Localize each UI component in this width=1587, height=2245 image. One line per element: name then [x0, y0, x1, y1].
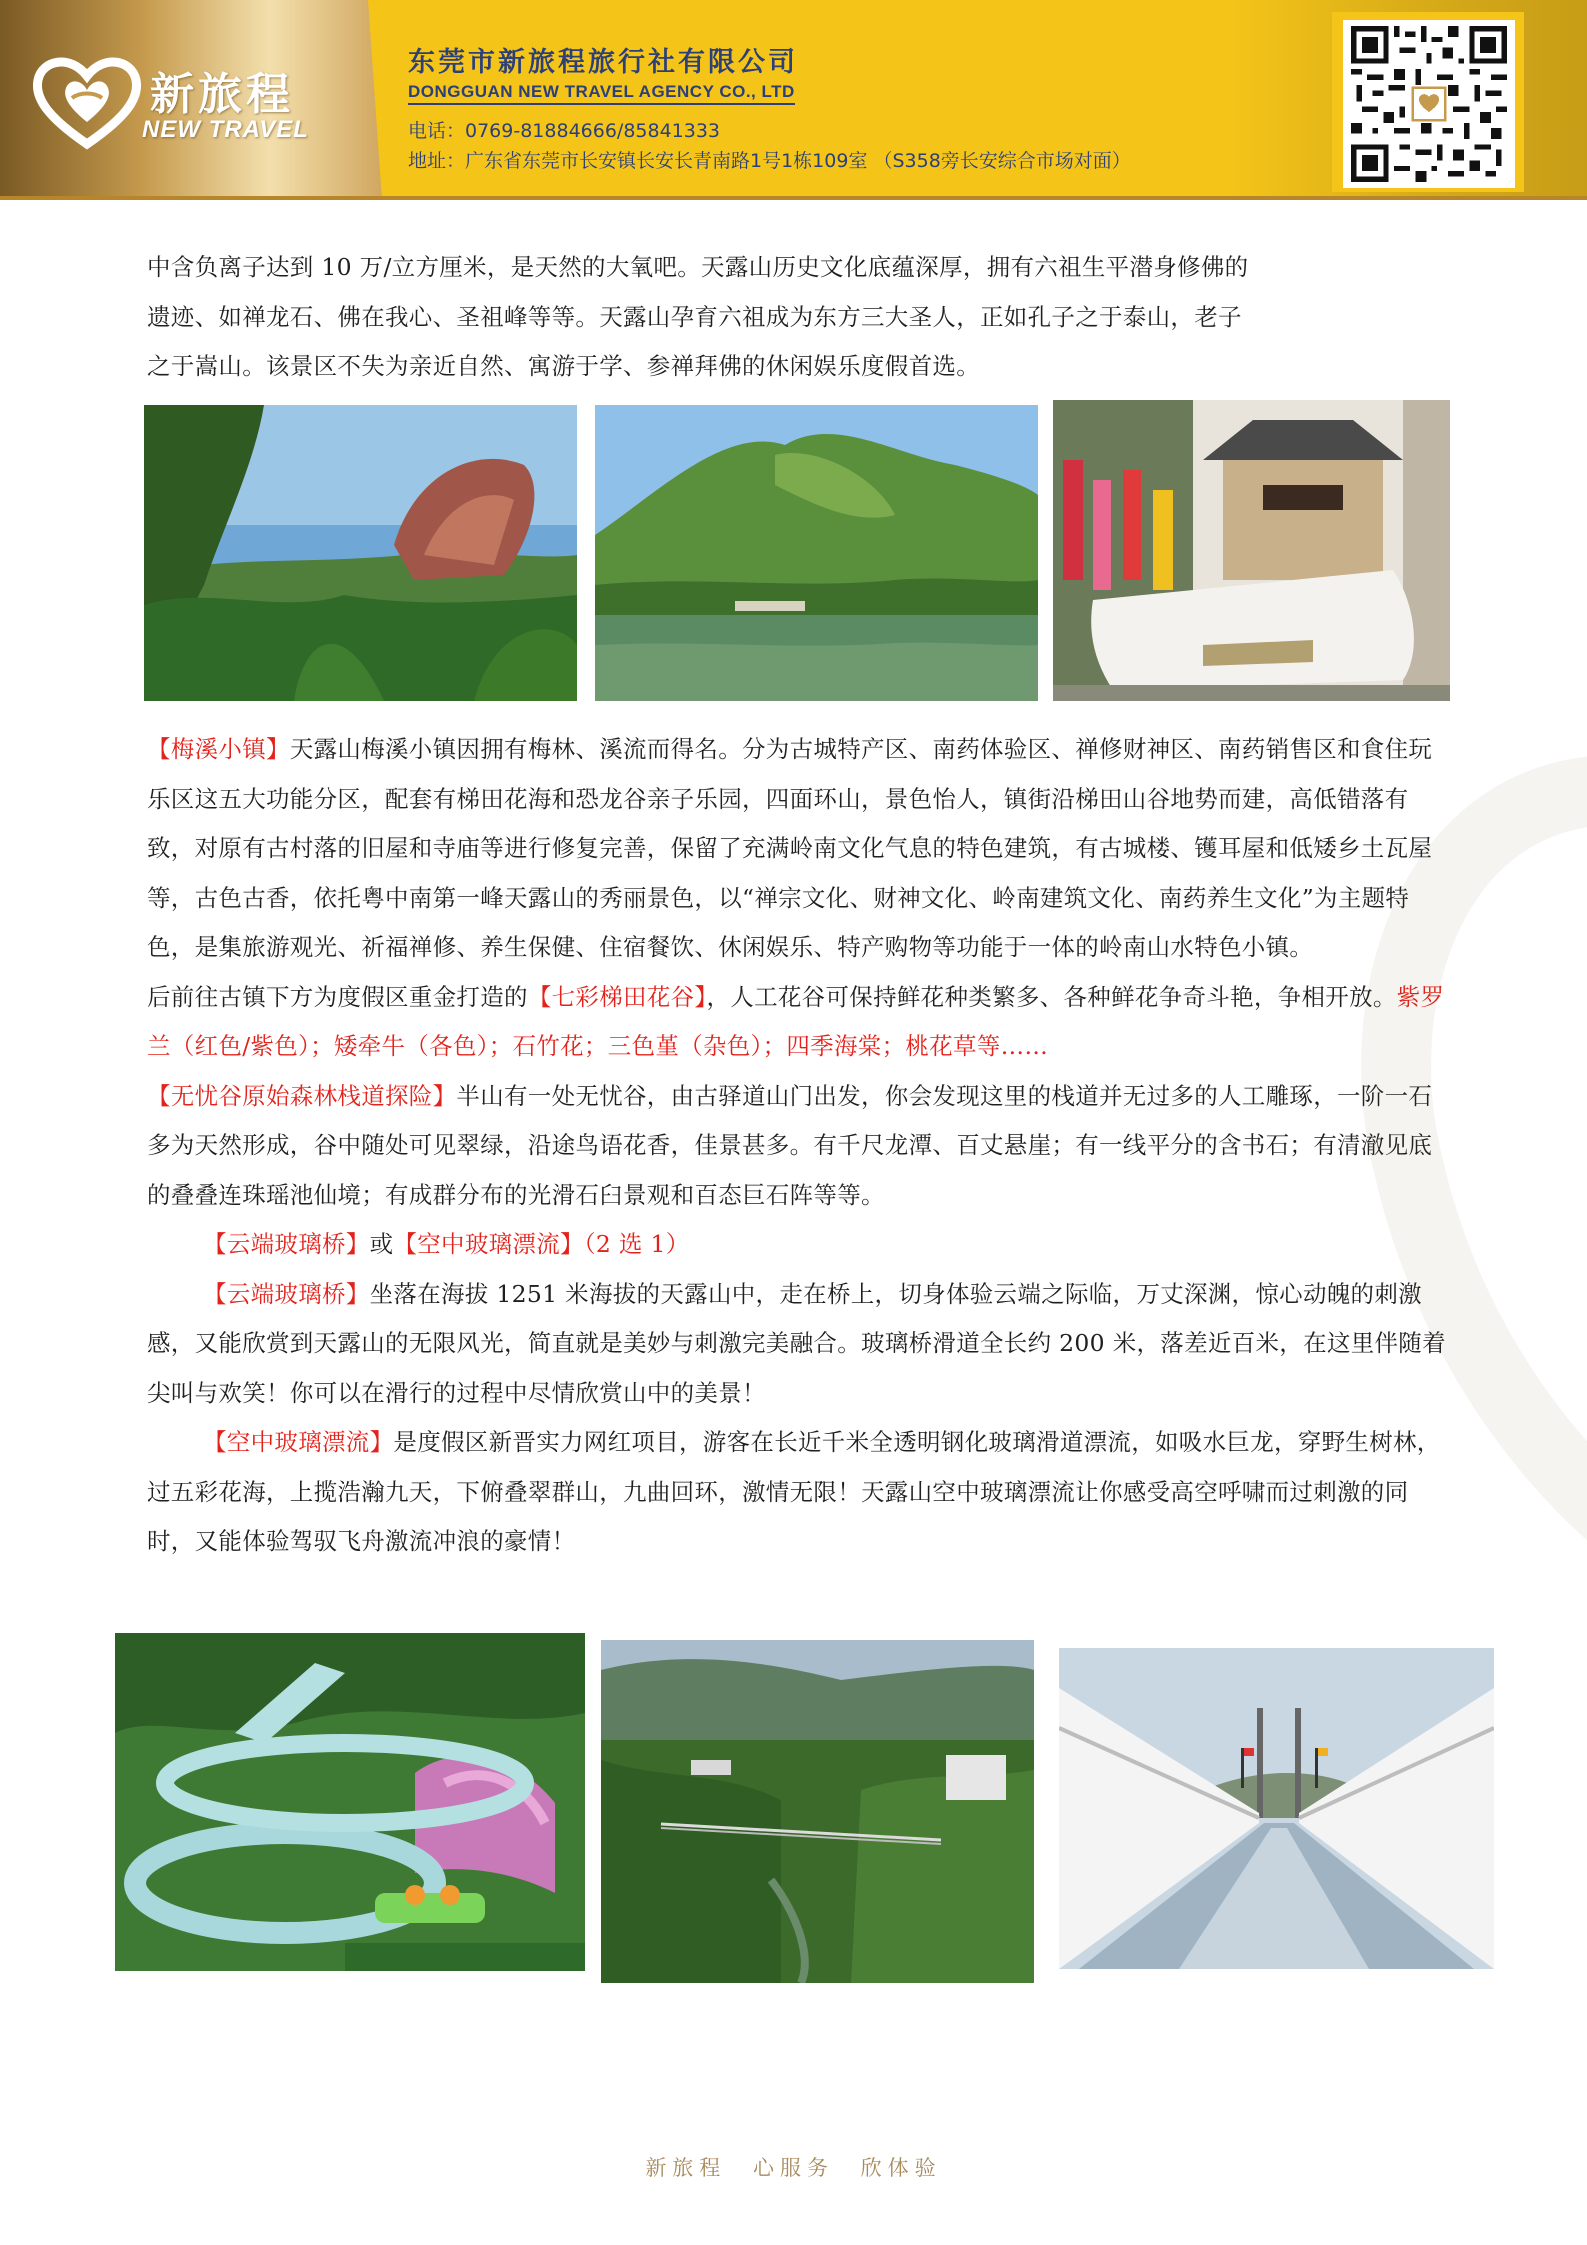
flower-paragraph [147, 973, 1447, 1072]
brand-logo [32, 40, 362, 160]
main-content [147, 725, 1447, 1567]
meixi-body: 天露山梅溪小镇因拥有梅林、溪流而得名。分为古城特产区、南药体验区、禅修财神区、南药销售区和食住玩乐区这五大功能分区，配套有梯田花海和恐龙谷亲子乐园，四面环山，景色怡人，镇街沿梯田山谷地势而建，高低错落有致，对原有古村落的旧屋和寺庙等进行修复完善，保留了充满岭南文化气息的特色建筑，有古城楼、镬耳屋和低矮乡土瓦屋等，古色古香，依托粤中南第一峰天露山的秀丽景色，以“禅宗文化、财神文化、岭南建筑文化、南药养生文化”为主题特色，是集旅游观光、祈福禅修、养生保健、住宿餐饮、休闲娱乐、特产购物等功能于一体的岭南山水特色小镇。 [147, 735, 1433, 961]
rafting-title: 【空中玻璃漂流】 [203, 1428, 394, 1456]
bridge-paragraph [147, 1270, 1447, 1419]
photo-glass-bridge-walkway [1059, 1648, 1494, 1969]
heart-logo-icon [32, 52, 142, 152]
choice-line [147, 1220, 1447, 1270]
wuyou-paragraph [147, 1072, 1447, 1221]
company-name-en: DONGGUAN NEW TRAVEL AGENCY CO., LTD [408, 82, 795, 105]
intro-line: 之于嵩山。该景区不失为亲近自然、寓游于学、参禅拜佛的休闲娱乐度假首选。 [147, 352, 980, 380]
photo-glass-rafting [115, 1633, 585, 1971]
bridge-title: 【云端玻璃桥】 [203, 1279, 370, 1308]
photo-cliff-forest [144, 405, 577, 701]
qr-code-icon [1351, 26, 1507, 182]
company-address: 地址：广东省东莞市长安镇长安长青南路1号1栋109室 （S358旁长安综合市场对面） [408, 150, 1131, 172]
footer-slogan: 新旅程 心服务 欣体验 [645, 2156, 942, 2180]
wuyou-body: 半山有一处无忧谷，由古驿道山门出发，你会发现这里的栈道并无过多的人工雕琢，一阶一石多为天然形成，谷中随处可见翠绿，沿途鸟语花香，佳景甚多。有千尺龙潭、百丈悬崖；有一线平分的含书石；有清澈见底的叠叠连珠瑶池仙境；有成群分布的光滑石臼景观和百态巨石阵等等。 [147, 1081, 1433, 1209]
header-banner [0, 0, 1587, 200]
flower-varieties: 紫罗兰（红色/紫色）；矮牵牛（各色）；石竹花；三色堇（杂色）；四季海棠；桃花草等…… [147, 982, 1445, 1060]
photo-glass-bridge-aerial [601, 1640, 1034, 1983]
flower-body: ，人工花谷可保持鲜花种类繁多、各种鲜花争奇斗艳，争相开放。 [706, 982, 1397, 1011]
logo-chinese-name: 新旅程 [150, 69, 294, 120]
bridge-body: 坐落在海拔 1251 米海拔的天露山中，走在桥上，切身体验云端之际临，万丈深渊，惊心动魄的刺激感，又能欣赏到天露山的无限风光，简直就是美妙与刺激完美融合。玻璃桥滑道全长约 200 米，落差近百米，在这里伴随着尖叫与欢笑！你可以在滑行的过程中尽情欣赏山中的美景！ [147, 1279, 1446, 1407]
intro-line: 遗迹、如禅龙石、佛在我心、圣祖峰等等。天露山孕育六祖成为东方三大圣人，正如孔子之于泰山，老子 [147, 302, 1242, 331]
rafting-body: 是度假区新晋实力网红项目，游客在长近千米全透明钢化玻璃滑道漂流，如吸水巨龙，穿野生树林，过五彩花海，上揽浩瀚九天，下俯叠翠群山，九曲回环，激情无限！天露山空中玻璃漂流让你感受高空呼啸而过刺激的同时，又能体验驾驭飞舟激流冲浪的豪情！ [147, 1428, 1441, 1555]
meixi-title: 【梅溪小镇】 [147, 735, 290, 763]
choice-option-2: 【空中玻璃漂流】 [393, 1230, 584, 1258]
rafting-paragraph [147, 1418, 1447, 1567]
wuyou-title: 【无忧谷原始森林栈道探险】 [147, 1081, 457, 1110]
meixi-paragraph [147, 725, 1447, 973]
header-bottom-line [0, 196, 1587, 200]
choice-option-1: 【云端玻璃桥】 [203, 1230, 370, 1258]
choice-or: 或 [369, 1230, 394, 1258]
company-phone: 电话：0769-81884666/85841333 [408, 120, 721, 142]
choice-note: （2 选 1） [583, 1230, 690, 1258]
watermark-logo-icon [1287, 640, 1587, 1640]
photo-mountain-lake [595, 405, 1038, 701]
qr-code [1343, 20, 1515, 188]
company-name-cn: 东莞市新旅程旅行社有限公司 [408, 47, 798, 78]
intro-line: 中含负离子达到 10 万/立方厘米，是天然的大氧吧。天露山历史文化底蕴深厚，拥有六祖生平潜身修佛的 [147, 253, 1249, 281]
flower-prefix: 后前往古镇下方为度假区重金打造的 [147, 982, 528, 1011]
flower-title: 【七彩梯田花谷】 [527, 982, 707, 1011]
intro-paragraph [147, 243, 1447, 392]
logo-english-name: NEW TRAVEL [142, 116, 309, 143]
